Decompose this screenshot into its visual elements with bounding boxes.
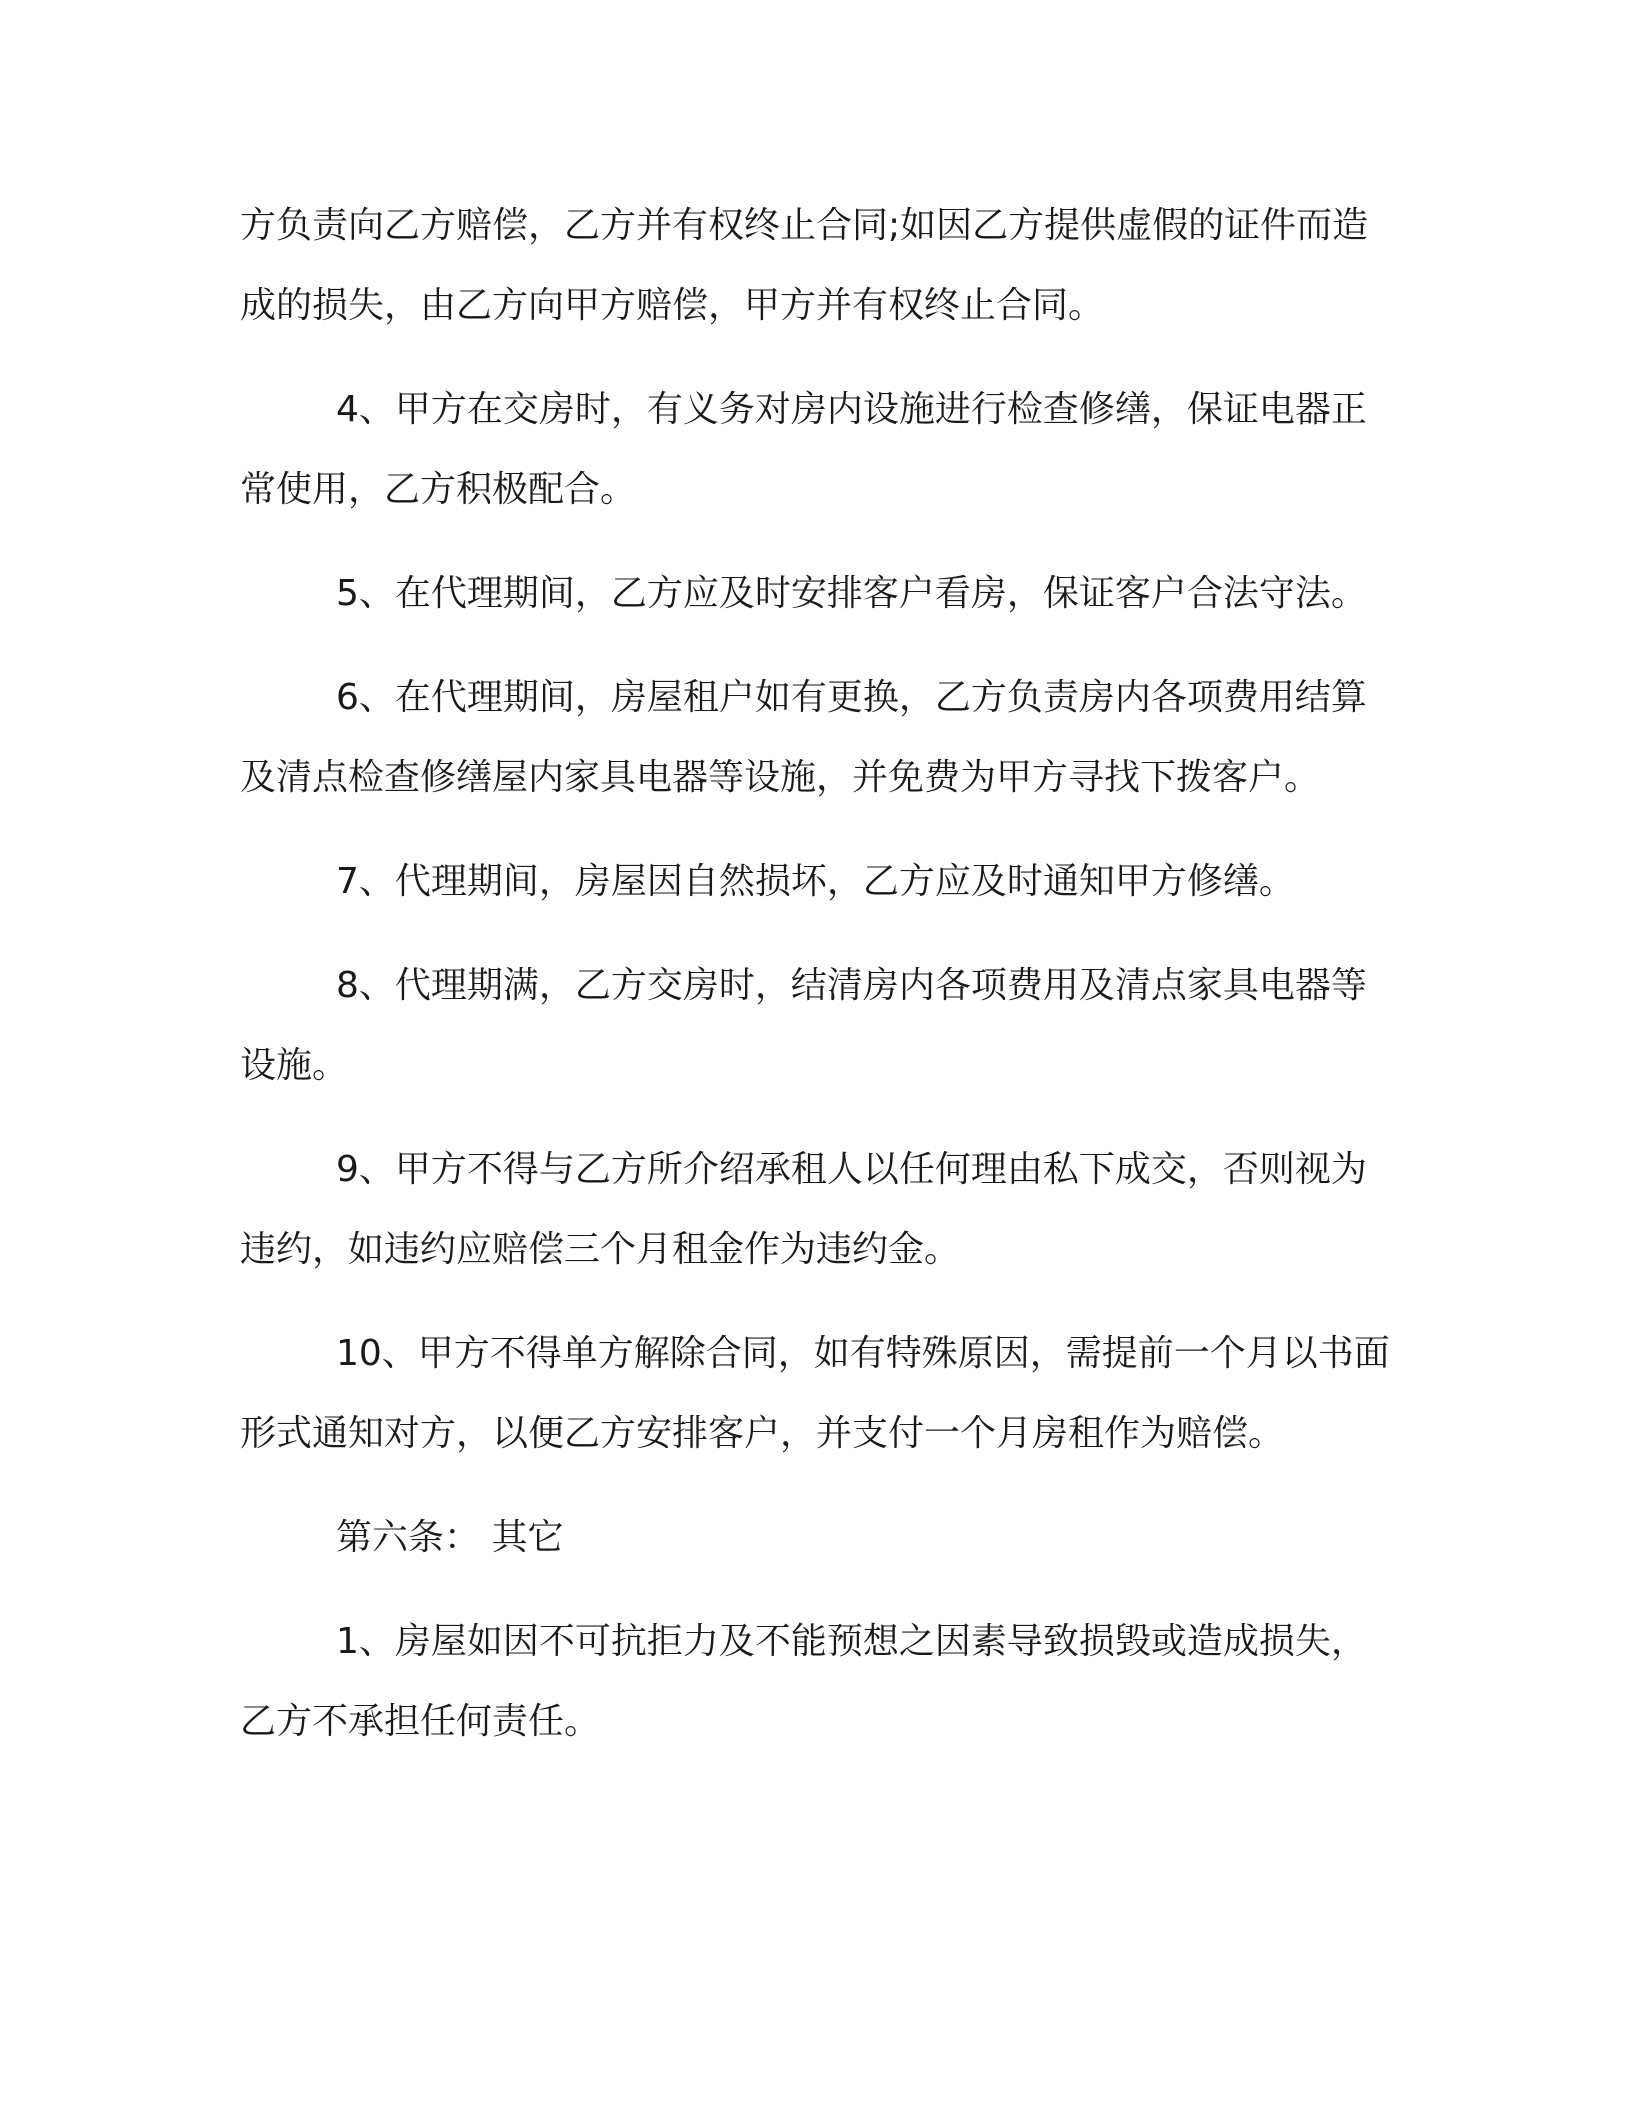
clause-7: 7、代理期间，房屋因自然损坏，乙方应及时通知甲方修缮。 bbox=[336, 861, 1295, 902]
clause-9: 9、甲方不得与乙方所介绍承租人以任何理由私下成交，否则视为违约，如违约应赔偿三个月租金作为违约金。 bbox=[240, 1149, 1367, 1270]
clause-4: 4、甲方在交房时，有义务对房内设施进行检查修缮，保证电器正常使用，乙方积极配合。 bbox=[240, 389, 1367, 510]
clause-5: 5、在代理期间，乙方应及时安排客户看房，保证客户合法守法。 bbox=[336, 573, 1367, 614]
paragraph-continuation: 方负责向乙方赔偿，乙方并有权终止合同;如因乙方提供虚假的证件而造成的损失，由乙方向甲方赔偿，甲方并有权终止合同。 bbox=[240, 205, 1369, 326]
article-six-clause-1: 1、房屋如因不可抗拒力及不能预想之因素导致损毁或造成损失，乙方不承担任何责任。 bbox=[240, 1621, 1367, 1742]
clause-10: 10、甲方不得单方解除合同，如有特殊原因，需提前一个月以书面形式通知对方，以便乙方安排客户，并支付一个月房租作为赔偿。 bbox=[240, 1333, 1390, 1454]
article-six-heading: 第六条： 其它 bbox=[336, 1517, 564, 1558]
document-body bbox=[240, 186, 1390, 1786]
clause-8: 8、代理期满，乙方交房时，结清房内各项费用及清点家具电器等设施。 bbox=[240, 965, 1367, 1086]
clause-6: 6、在代理期间，房屋租户如有更换，乙方负责房内各项费用结算及清点检查修缮屋内家具电器等设施，并免费为甲方寻找下拨客户。 bbox=[240, 677, 1367, 798]
